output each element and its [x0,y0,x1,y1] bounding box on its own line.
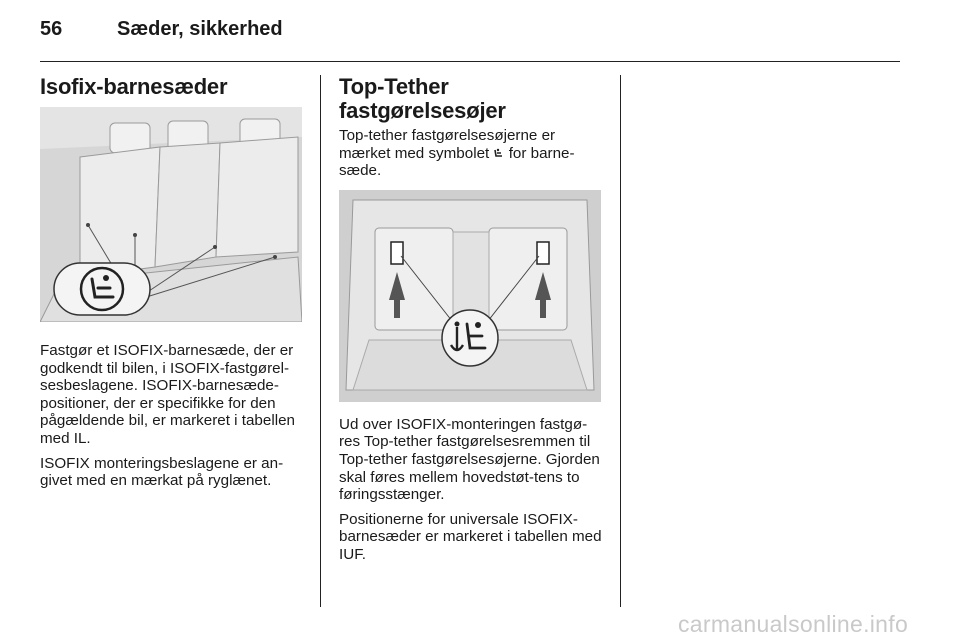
top-tether-symbol-icon [493,148,504,159]
rear-seat-isofix-illustration [40,107,302,322]
middle-column [339,75,604,571]
column-divider-2 [620,75,621,607]
top-tether-intro: Top-tether fastgørelsesøjerne er mærket med symbolet for barne-sæde. [339,127,575,180]
isofix-paragraph-2: ISOFIX monteringsbeslagene er an-givet med en mærkat på ryglænet. [40,454,284,490]
page-title: Sæder, sikkerhed [117,18,283,40]
isofix-paragraph-1: Fastgør et ISOFIX-barnesæde, der er godkendt til bilen, i ISOFIX-fastgørel-sesbeslagene. ISOFIX-barnesæde-positioner, der er specifikke for den pågældende bil, er markeret i tabellen med IL. [40,342,295,447]
left-column [40,75,304,497]
watermark: carmanualsonline.info [678,611,909,637]
section-heading-isofix: Isofix-barnesæder [40,74,228,99]
header-divider [40,61,900,62]
column-divider-1 [320,75,321,607]
section-heading-top-tether [339,75,604,123]
top-tether-paragraph-2: Positionerne for universale ISOFIX-barnesæder er markeret i tabellen med IUF. [339,510,602,563]
top-tether-paragraph-1: Ud over ISOFIX-monteringen fastgø-res Top-tether fastgørelsesremmen til Top-tether fastgørelsesøjerne. Gjorden skal føres mellem hovedstøt-tens to føringsstænger. [339,415,600,504]
top-tether-anchor-icon [442,310,498,366]
heading-line-2: fastgørelsesøjer [339,98,506,123]
heading-line-1: Top-Tether [339,74,449,99]
top-tether-anchor-illustration [339,190,601,402]
page-number: 56 [40,18,63,40]
